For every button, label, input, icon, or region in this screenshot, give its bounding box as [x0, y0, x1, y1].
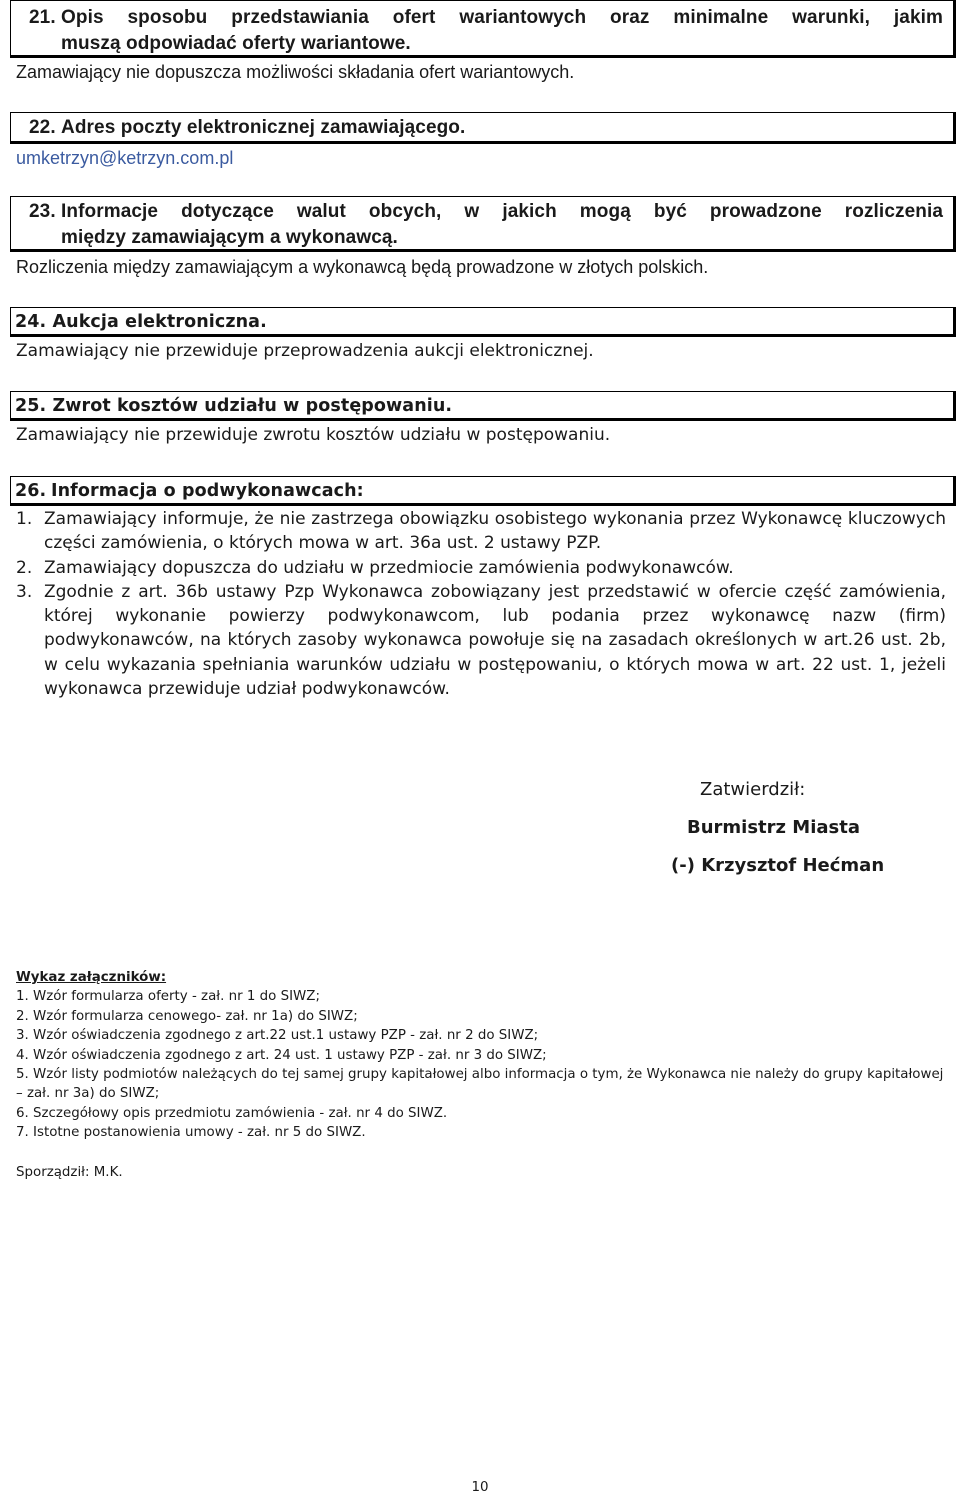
list-item: 1. Zamawiający informuje, że nie zastrzega obowiązku osobistego wykonania przez Wykonawcę kluczowych części zamówienia, o których mowa w art. 36a ust. 2 ustawy PZP.: [16, 509, 946, 554]
signatory-name: (-) Krzysztof Hećman: [671, 855, 885, 876]
page-number: 10: [471, 1480, 489, 1495]
list-item: 1. Wzór formularza oferty - zał. nr 1 do SIWZ;: [16, 989, 320, 1005]
section-25-body: Zamawiający nie przewiduje zwrotu kosztów udziału w postępowaniu.: [16, 425, 611, 445]
section-21-body: Zamawiający nie dopuszcza możliwości składania ofert wariantowych.: [16, 62, 575, 82]
section-25-title: 25. Zwrot kosztów udziału w postępowaniu.: [15, 396, 453, 416]
section-23-title-line2: między zamawiającym a wykonawcą.: [61, 227, 398, 248]
list-item: 3. Wzór oświadczenia zgodnego z art.22 ust.1 ustawy PZP - zał. nr 2 do SIWZ;: [16, 1028, 539, 1044]
section-24-title: 24. Aukcja elektroniczna.: [15, 312, 267, 332]
section-26-title: Informacja o podwykonawcach:: [51, 481, 364, 501]
section-26-heading: [10, 476, 956, 506]
list-item: 4. Wzór oświadczenia zgodnego z art. 24 ust. 1 ustawy PZP - zał. nr 3 do SIWZ;: [16, 1047, 547, 1063]
section-22-email-link[interactable]: umketrzyn@ketrzyn.com.pl: [16, 148, 234, 168]
section-23-title-line1: Informacje dotyczące walut obcych, w jakich mogą być prowadzone rozliczenia: [61, 201, 943, 222]
subcontractor-list: [16, 507, 946, 701]
signatory-role: Burmistrz Miasta: [687, 817, 860, 838]
list-item: 6. Szczegółowy opis przedmiotu zamówienia - zał. nr 4 do SIWZ.: [16, 1105, 448, 1121]
attachments-title: Wykaz załączników:: [16, 970, 167, 985]
section-23-number: 23.: [29, 201, 56, 222]
section-23-body: Rozliczenia między zamawiającym a wykonawcą będą prowadzone w złotych polskich.: [16, 257, 709, 277]
section-22-title: Adres poczty elektronicznej zamawiającego.: [61, 117, 466, 138]
section-24-body: Zamawiający nie przewiduje przeprowadzenia aukcji elektronicznej.: [16, 341, 594, 361]
list-item: 3. Zgodnie z art. 36b ustawy Pzp Wykonawca zobowiązany jest przedstawić w ofercie część zamówienia, której wykonanie powierzy podwykonawcom, lub podania przez wykonawcę nazw (firm) podwykonawców, na których zasoby wykonawca powołuje się na zasadach określonych w art.26 ust. 2b, w celu wykazania spełniania warunków udziału w postępowaniu, o których mowa w art. 22 ust. 1, jeżeli wykonawca przewiduje udział podwykonawców.: [16, 581, 946, 700]
section-22-number: 22.: [29, 117, 56, 138]
section-23-heading: [10, 196, 956, 252]
list-item: 7. Istotne postanowienia umowy - zał. nr 5 do SIWZ.: [16, 1125, 366, 1141]
list-item: 2. Wzór formularza cenowego- zał. nr 1a) do SIWZ;: [16, 1008, 358, 1024]
section-24-heading: [10, 307, 956, 337]
section-26-number: 26.: [15, 481, 47, 501]
section-21-title-line2: muszą odpowiadać oferty wariantowe.: [61, 33, 411, 54]
section-22-heading: [10, 112, 956, 144]
prepared-by: Sporządził: M.K.: [16, 1165, 123, 1180]
section-21-heading: [10, 0, 956, 58]
section-21-title-line1: Opis sposobu przedstawiania ofert wariantowych oraz minimalne warunki, jakim: [61, 7, 943, 28]
list-item: 5. Wzór listy podmiotów należących do tej samej grupy kapitałowej albo informacja o tym, że Wykonawca nie należy do grupy kapitałowej – zał. nr 3a) do SIWZ;: [16, 1067, 944, 1102]
attachments-list: [16, 968, 946, 1143]
section-21-number: 21.: [29, 7, 56, 28]
section-25-heading: [10, 391, 956, 421]
list-item: 2. Zamawiający dopuszcza do udziału w przedmiocie zamówienia podwykonawców.: [16, 557, 734, 578]
approved-label: Zatwierdził:: [700, 779, 806, 800]
